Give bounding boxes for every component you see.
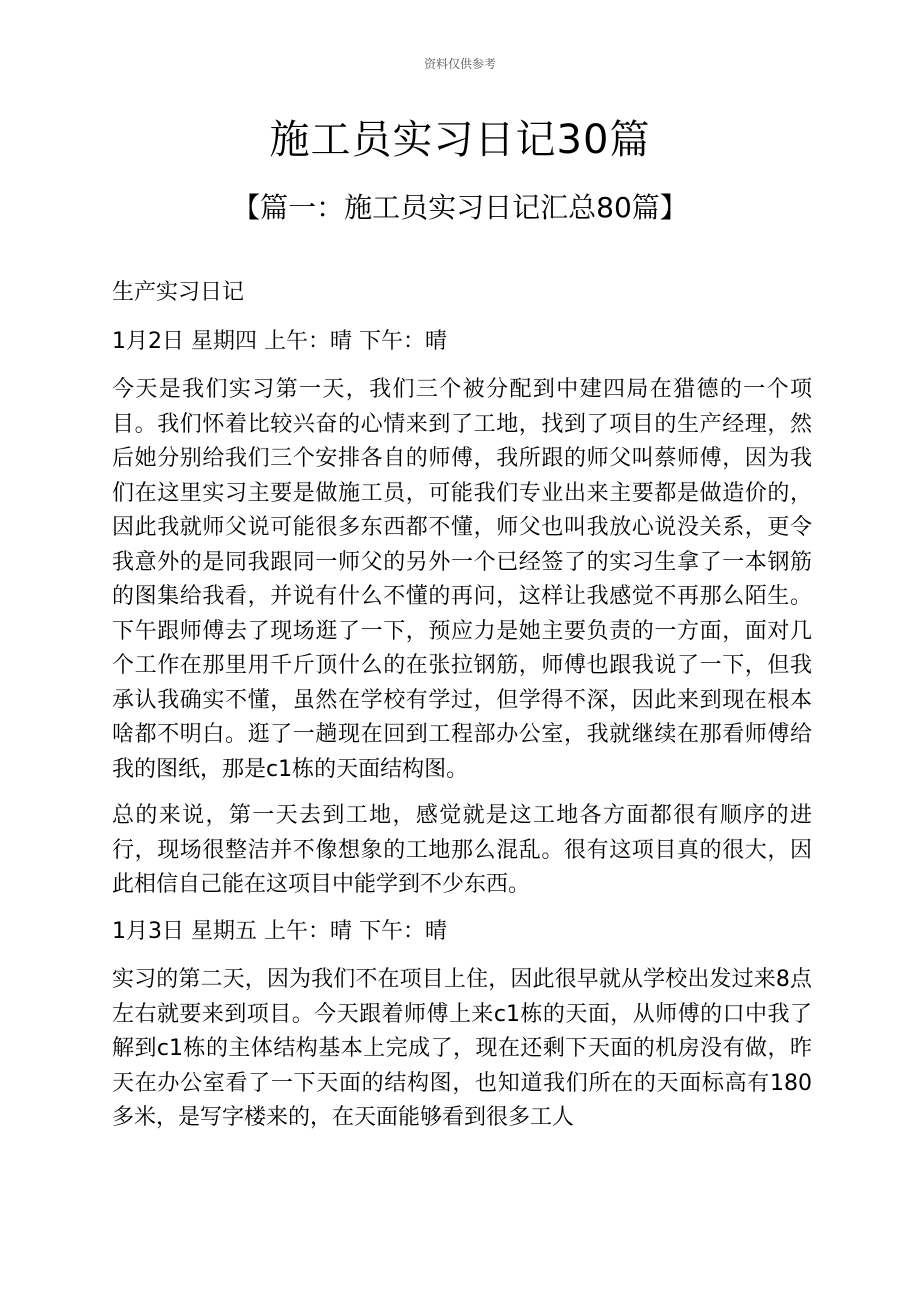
header-note: 资料仅供参考 [423, 57, 496, 71]
entry-date: 1月3日 星期五 上午：晴 下午：晴 [112, 918, 447, 944]
document-title: 施工员实习日记30篇 [269, 117, 651, 163]
document-subtitle: 【篇一：施工员实习日记汇总80篇】 [232, 191, 688, 224]
body-paragraph: 总的来说，第一天去到工地，感觉就是这工地各方面都很有顺序的进行，现场很整洁并不像想象的工地那么混乱。很有这项目真的很大，因此相信自己能在这项目中能学到不少东西。 [112, 803, 812, 897]
entry-date: 1月2日 星期四 上午：晴 下午：晴 [112, 328, 447, 354]
body-paragraph: 今天是我们实习第一天，我们三个被分配到中建四局在猎德的一个项目。我们怀着比较兴奋的心情来到了工地，找到了项目的生产经理，然后她分别给我们三个安排各自的师傅，我所跟的师父叫蔡师傅，因为我们在这里实习主要是做施工员，可能我们专业出来主要都是做造价的，因此我就师父说可能很多东西都不懂，师父也叫我放心说没关系，更令我意外的是同我跟同一师父的另外一个已经签了的实习生拿了一本钢筋的图集给我看，并说有什么不懂的再问，这样让我感觉不再那么陌生。下午跟师傅去了现场逛了一下，预应力是她主要负责的一方面，面对几个工作在那里用千斤顶什么的在张拉钢筋，师傅也跟我说了一下，但我承认我确实不懂，虽然在学校有学过，但学得不深，因此来到现在根本啥都不明白。逛了一趟现在回到工程部办公室，我就继续在那看师傅给我的图纸，那是c1栋的天面结构图。 [112, 377, 812, 782]
body-paragraph: 实习的第二天，因为我们不在项目上住，因此很早就从学校出发过来8点左右就要来到项目。今天跟着师傅上来c1栋的天面，从师傅的口中我了解到c1栋的主体结构基本上完成了，现在还剩下天面的机房没有做，昨天在办公室看了一下天面的结构图，也知道我们所在的天面标高有180多米，是写字楼来的，在天面能够看到很多工人 [112, 967, 812, 1130]
section-heading: 生产实习日记 [112, 280, 245, 305]
document-body [112, 276, 812, 1148]
